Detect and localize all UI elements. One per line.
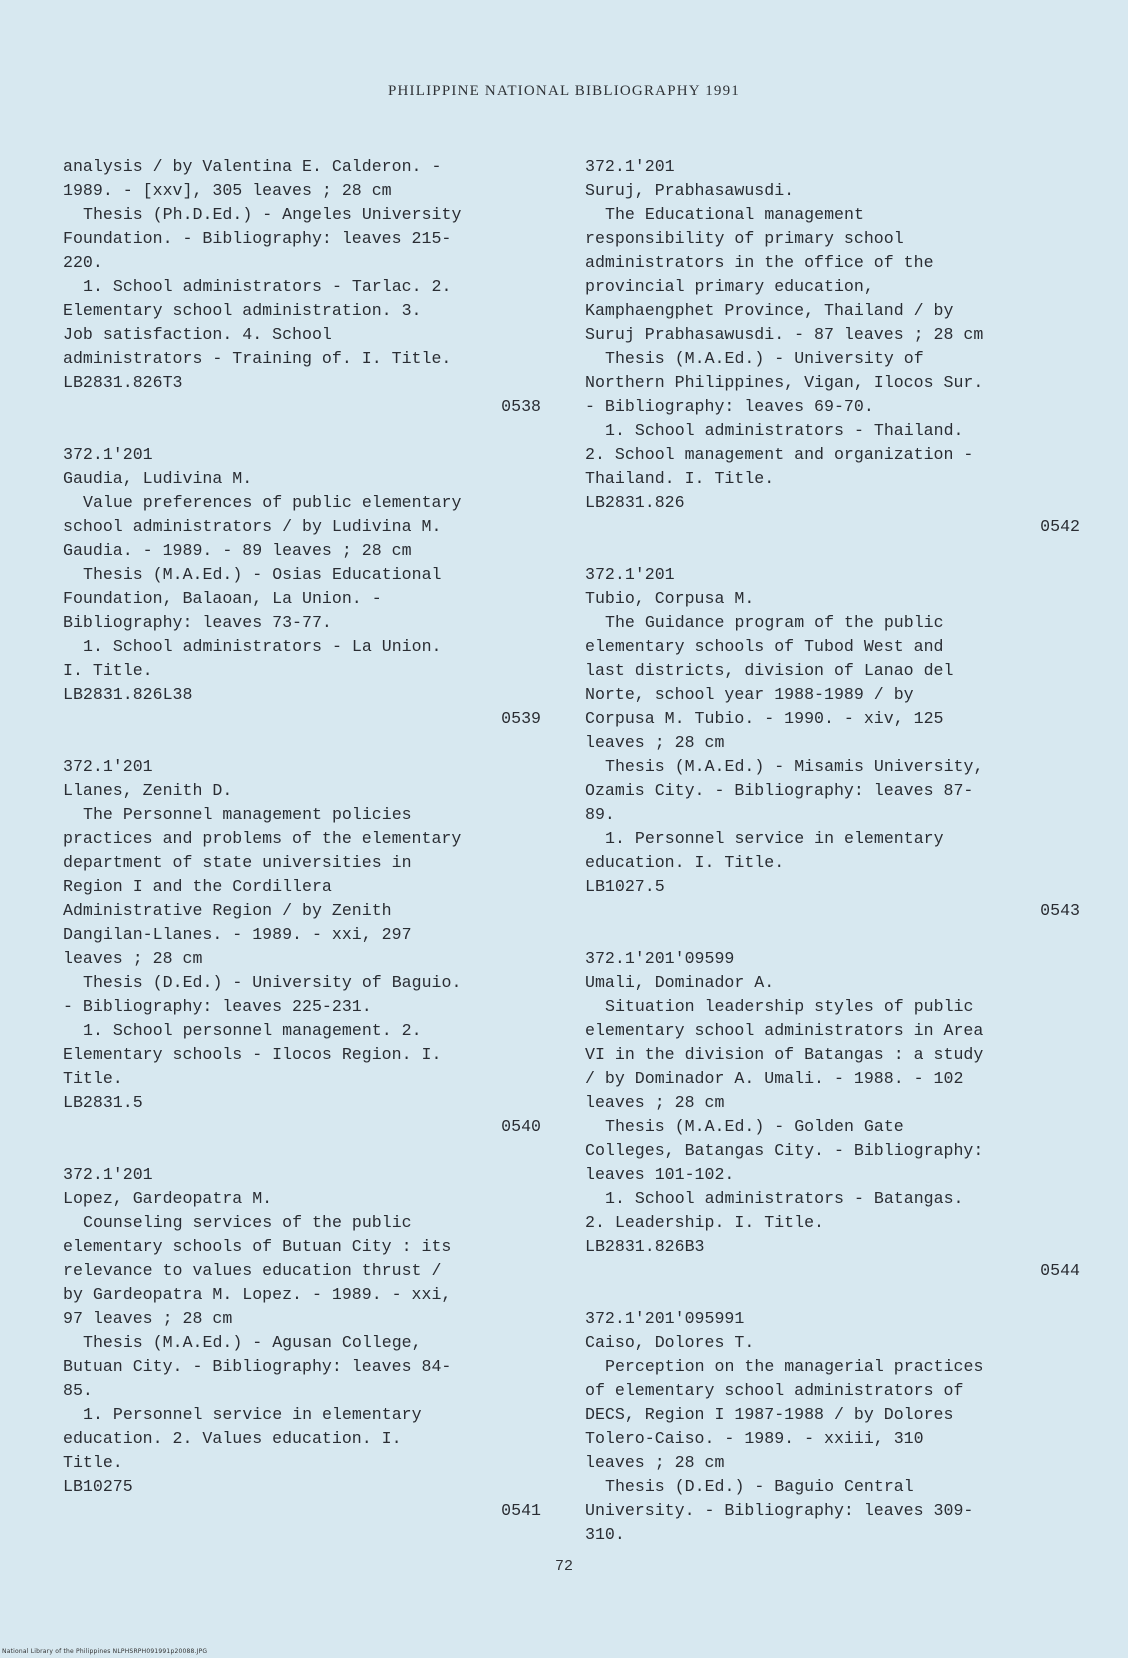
entry-line: Gaudia. - 1989. - 89 leaves ; 28 cm <box>63 541 412 560</box>
entry-line: Job satisfaction. 4. School <box>63 325 332 344</box>
entry-line: LB2831.826T3 <box>63 373 183 392</box>
bibliography-entry <box>585 947 1080 1283</box>
entry-line: LB2831.826L38 <box>63 685 193 704</box>
entry-line: elementary school administrators in Area <box>585 1021 984 1040</box>
entry-line: 1. School administrators - Thailand. <box>605 421 964 440</box>
entry-line: Kamphaengphet Province, Thailand / by <box>585 301 954 320</box>
entry-line: leaves ; 28 cm <box>63 949 203 968</box>
entry-line: 1. School personnel management. 2. <box>83 1021 422 1040</box>
entry-line: The Personnel management policies <box>83 805 412 824</box>
entry-line: Suruj Prabhasawusdi. - 87 leaves ; 28 cm <box>585 325 984 344</box>
entry-line: Tubio, Corpusa M. <box>585 589 755 608</box>
entry-line: Title. <box>63 1069 123 1088</box>
entry-line: leaves ; 28 cm <box>585 733 725 752</box>
entry-number: 0538 <box>501 397 541 416</box>
entry-line: 97 leaves ; 28 cm <box>63 1309 233 1328</box>
entry-line: Thesis (M.A.Ed.) - Osias Educational <box>83 565 442 584</box>
entry-line: relevance to values education thrust / <box>63 1261 442 1280</box>
entry-line: Thesis (M.A.Ed.) - Misamis University, <box>605 757 984 776</box>
entry-line: LB10275 <box>63 1477 133 1496</box>
page-header: PHILIPPINE NATIONAL BIBLIOGRAPHY 1991 <box>387 83 741 99</box>
entry-line: LB2831.5 <box>63 1093 143 1112</box>
entry-line: Foundation. - Bibliography: leaves 215- <box>63 229 452 248</box>
entry-line: responsibility of primary school <box>585 229 904 248</box>
left-column <box>63 155 541 1523</box>
entry-line: Thesis (D.Ed.) - Baguio Central <box>605 1477 914 1496</box>
entry-line: 1. School administrators - Batangas. <box>605 1189 964 1208</box>
entry-line: Corpusa M. Tubio. - 1990. - xiv, 125 <box>585 709 944 728</box>
entry-line: 2. Leadership. I. Title. <box>585 1213 824 1232</box>
bibliography-entry <box>63 443 541 731</box>
entry-line: 372.1'201'09599 <box>585 949 735 968</box>
entry-line: LB2831.826 <box>585 493 685 512</box>
entry-line: elementary schools of Butuan City : its <box>63 1237 452 1256</box>
entry-line: education. I. Title. <box>585 853 785 872</box>
entry-line: Colleges, Batangas City. - Bibliography: <box>585 1141 984 1160</box>
entry-line: 2. School management and organization - <box>585 445 974 464</box>
entry-line: Umali, Dominador A. <box>585 973 775 992</box>
entry-line: Gaudia, Ludivina M. <box>63 469 253 488</box>
entry-number: 0542 <box>1040 517 1080 536</box>
entry-number: 0540 <box>501 1117 541 1136</box>
entry-line: Ozamis City. - Bibliography: leaves 87- <box>585 781 974 800</box>
entry-line: Suruj, Prabhasawusdi. <box>585 181 795 200</box>
entry-line: analysis / by Valentina E. Calderon. - <box>63 157 442 176</box>
entry-line: Elementary schools - Ilocos Region. I. <box>63 1045 442 1064</box>
bibliography-entry <box>585 155 1080 539</box>
entry-line: Bibliography: leaves 73-77. <box>63 613 332 632</box>
entry-line: education. 2. Values education. I. <box>63 1429 402 1448</box>
entry-line: 1. School administrators - Tarlac. 2. <box>83 277 452 296</box>
entry-line: The Guidance program of the public <box>605 613 944 632</box>
entry-line: administrators in the office of the <box>585 253 934 272</box>
entry-line: Thesis (D.Ed.) - University of Baguio. <box>83 973 462 992</box>
entry-line: Thesis (M.A.Ed.) - Golden Gate <box>605 1117 904 1136</box>
entry-number: 0541 <box>501 1501 541 1520</box>
entry-line: - Bibliography: leaves 69-70. <box>585 397 874 416</box>
entry-line: leaves 101-102. <box>585 1165 735 1184</box>
entry-line: Llanes, Zenith D. <box>63 781 233 800</box>
entry-line: 372.1'201 <box>63 1165 153 1184</box>
entry-line: Perception on the managerial practices <box>605 1357 984 1376</box>
entry-line: provincial primary education, <box>585 277 874 296</box>
entry-line: Value preferences of public elementary <box>83 493 462 512</box>
bibliography-entry <box>63 755 541 1139</box>
entry-line: Tolero-Caiso. - 1989. - xxiii, 310 <box>585 1429 924 1448</box>
page-number: 72 <box>554 1558 573 1575</box>
entry-line: 372.1'201 <box>63 445 153 464</box>
entry-line: 89. <box>585 805 615 824</box>
entry-line: 372.1'201 <box>585 565 675 584</box>
entry-line: 220. <box>63 253 103 272</box>
entry-line: school administrators / by Ludivina M. <box>63 517 442 536</box>
entry-line: Thesis (Ph.D.Ed.) - Angeles University <box>83 205 462 224</box>
bibliography-entry <box>63 1163 541 1523</box>
bibliography-entry <box>585 1307 1080 1547</box>
entry-line: department of state universities in <box>63 853 412 872</box>
entry-line: VI in the division of Batangas : a study <box>585 1045 984 1064</box>
entry-line: The Educational management <box>605 205 864 224</box>
entry-line: by Gardeopatra M. Lopez. - 1989. - xxi, <box>63 1285 452 1304</box>
entry-line: Region I and the Cordillera <box>63 877 332 896</box>
entry-line: Thesis (M.A.Ed.) - University of <box>605 349 924 368</box>
entry-line: 372.1'201 <box>585 157 675 176</box>
entry-line: Situation leadership styles of public <box>605 997 974 1016</box>
entry-line: 1. Personnel service in elementary <box>83 1405 422 1424</box>
entry-line: Administrative Region / by Zenith <box>63 901 392 920</box>
entry-line: / by Dominador A. Umali. - 1988. - 102 <box>585 1069 964 1088</box>
entry-line: University. - Bibliography: leaves 309- <box>585 1501 974 1520</box>
entry-line: DECS, Region I 1987-1988 / by Dolores <box>585 1405 954 1424</box>
entry-line: last districts, division of Lanao del <box>585 661 954 680</box>
entry-line: 1. Personnel service in elementary <box>605 829 944 848</box>
entry-line: Thailand. I. Title. <box>585 469 775 488</box>
entry-line: Northern Philippines, Vigan, Ilocos Sur. <box>585 373 984 392</box>
right-column <box>585 155 1080 1547</box>
entry-line: 372.1'201 <box>63 757 153 776</box>
entry-line: practices and problems of the elementary <box>63 829 462 848</box>
entry-line: Elementary school administration. 3. <box>63 301 422 320</box>
bibliography-entry <box>63 155 541 419</box>
scan-note: National Library of the Philippines NLPHSRPH091991p20088.JPG <box>2 1648 208 1655</box>
entry-line: leaves ; 28 cm <box>585 1453 725 1472</box>
entry-line: Norte, school year 1988-1989 / by <box>585 685 914 704</box>
entry-line: Title. <box>63 1453 123 1472</box>
bibliography-entry <box>585 563 1080 923</box>
entry-line: 1989. - [xxv], 305 leaves ; 28 cm <box>63 181 392 200</box>
entry-number: 0539 <box>501 709 541 728</box>
entry-line: administrators - Training of. I. Title. <box>63 349 452 368</box>
entry-line: Butuan City. - Bibliography: leaves 84- <box>63 1357 452 1376</box>
entry-line: I. Title. <box>63 661 153 680</box>
entry-line: Dangilan-Llanes. - 1989. - xxi, 297 <box>63 925 412 944</box>
entry-line: elementary schools of Tubod West and <box>585 637 944 656</box>
entry-line: 372.1'201'095991 <box>585 1309 745 1328</box>
entry-line: LB1027.5 <box>585 877 665 896</box>
entry-line: 85. <box>63 1381 93 1400</box>
entry-line: 1. School administrators - La Union. <box>83 637 442 656</box>
entry-number: 0544 <box>1040 1261 1080 1280</box>
entry-line: 310. <box>585 1525 625 1544</box>
entry-number: 0543 <box>1040 901 1080 920</box>
entry-line: Caiso, Dolores T. <box>585 1333 755 1352</box>
entry-line: Thesis (M.A.Ed.) - Agusan College, <box>83 1333 422 1352</box>
entry-line: LB2831.826B3 <box>585 1237 705 1256</box>
entry-line: Foundation, Balaoan, La Union. - <box>63 589 382 608</box>
entry-line: leaves ; 28 cm <box>585 1093 725 1112</box>
entry-line: of elementary school administrators of <box>585 1381 964 1400</box>
entry-line: Lopez, Gardeopatra M. <box>63 1189 273 1208</box>
entry-line: - Bibliography: leaves 225-231. <box>63 997 372 1016</box>
entry-line: Counseling services of the public <box>83 1213 412 1232</box>
